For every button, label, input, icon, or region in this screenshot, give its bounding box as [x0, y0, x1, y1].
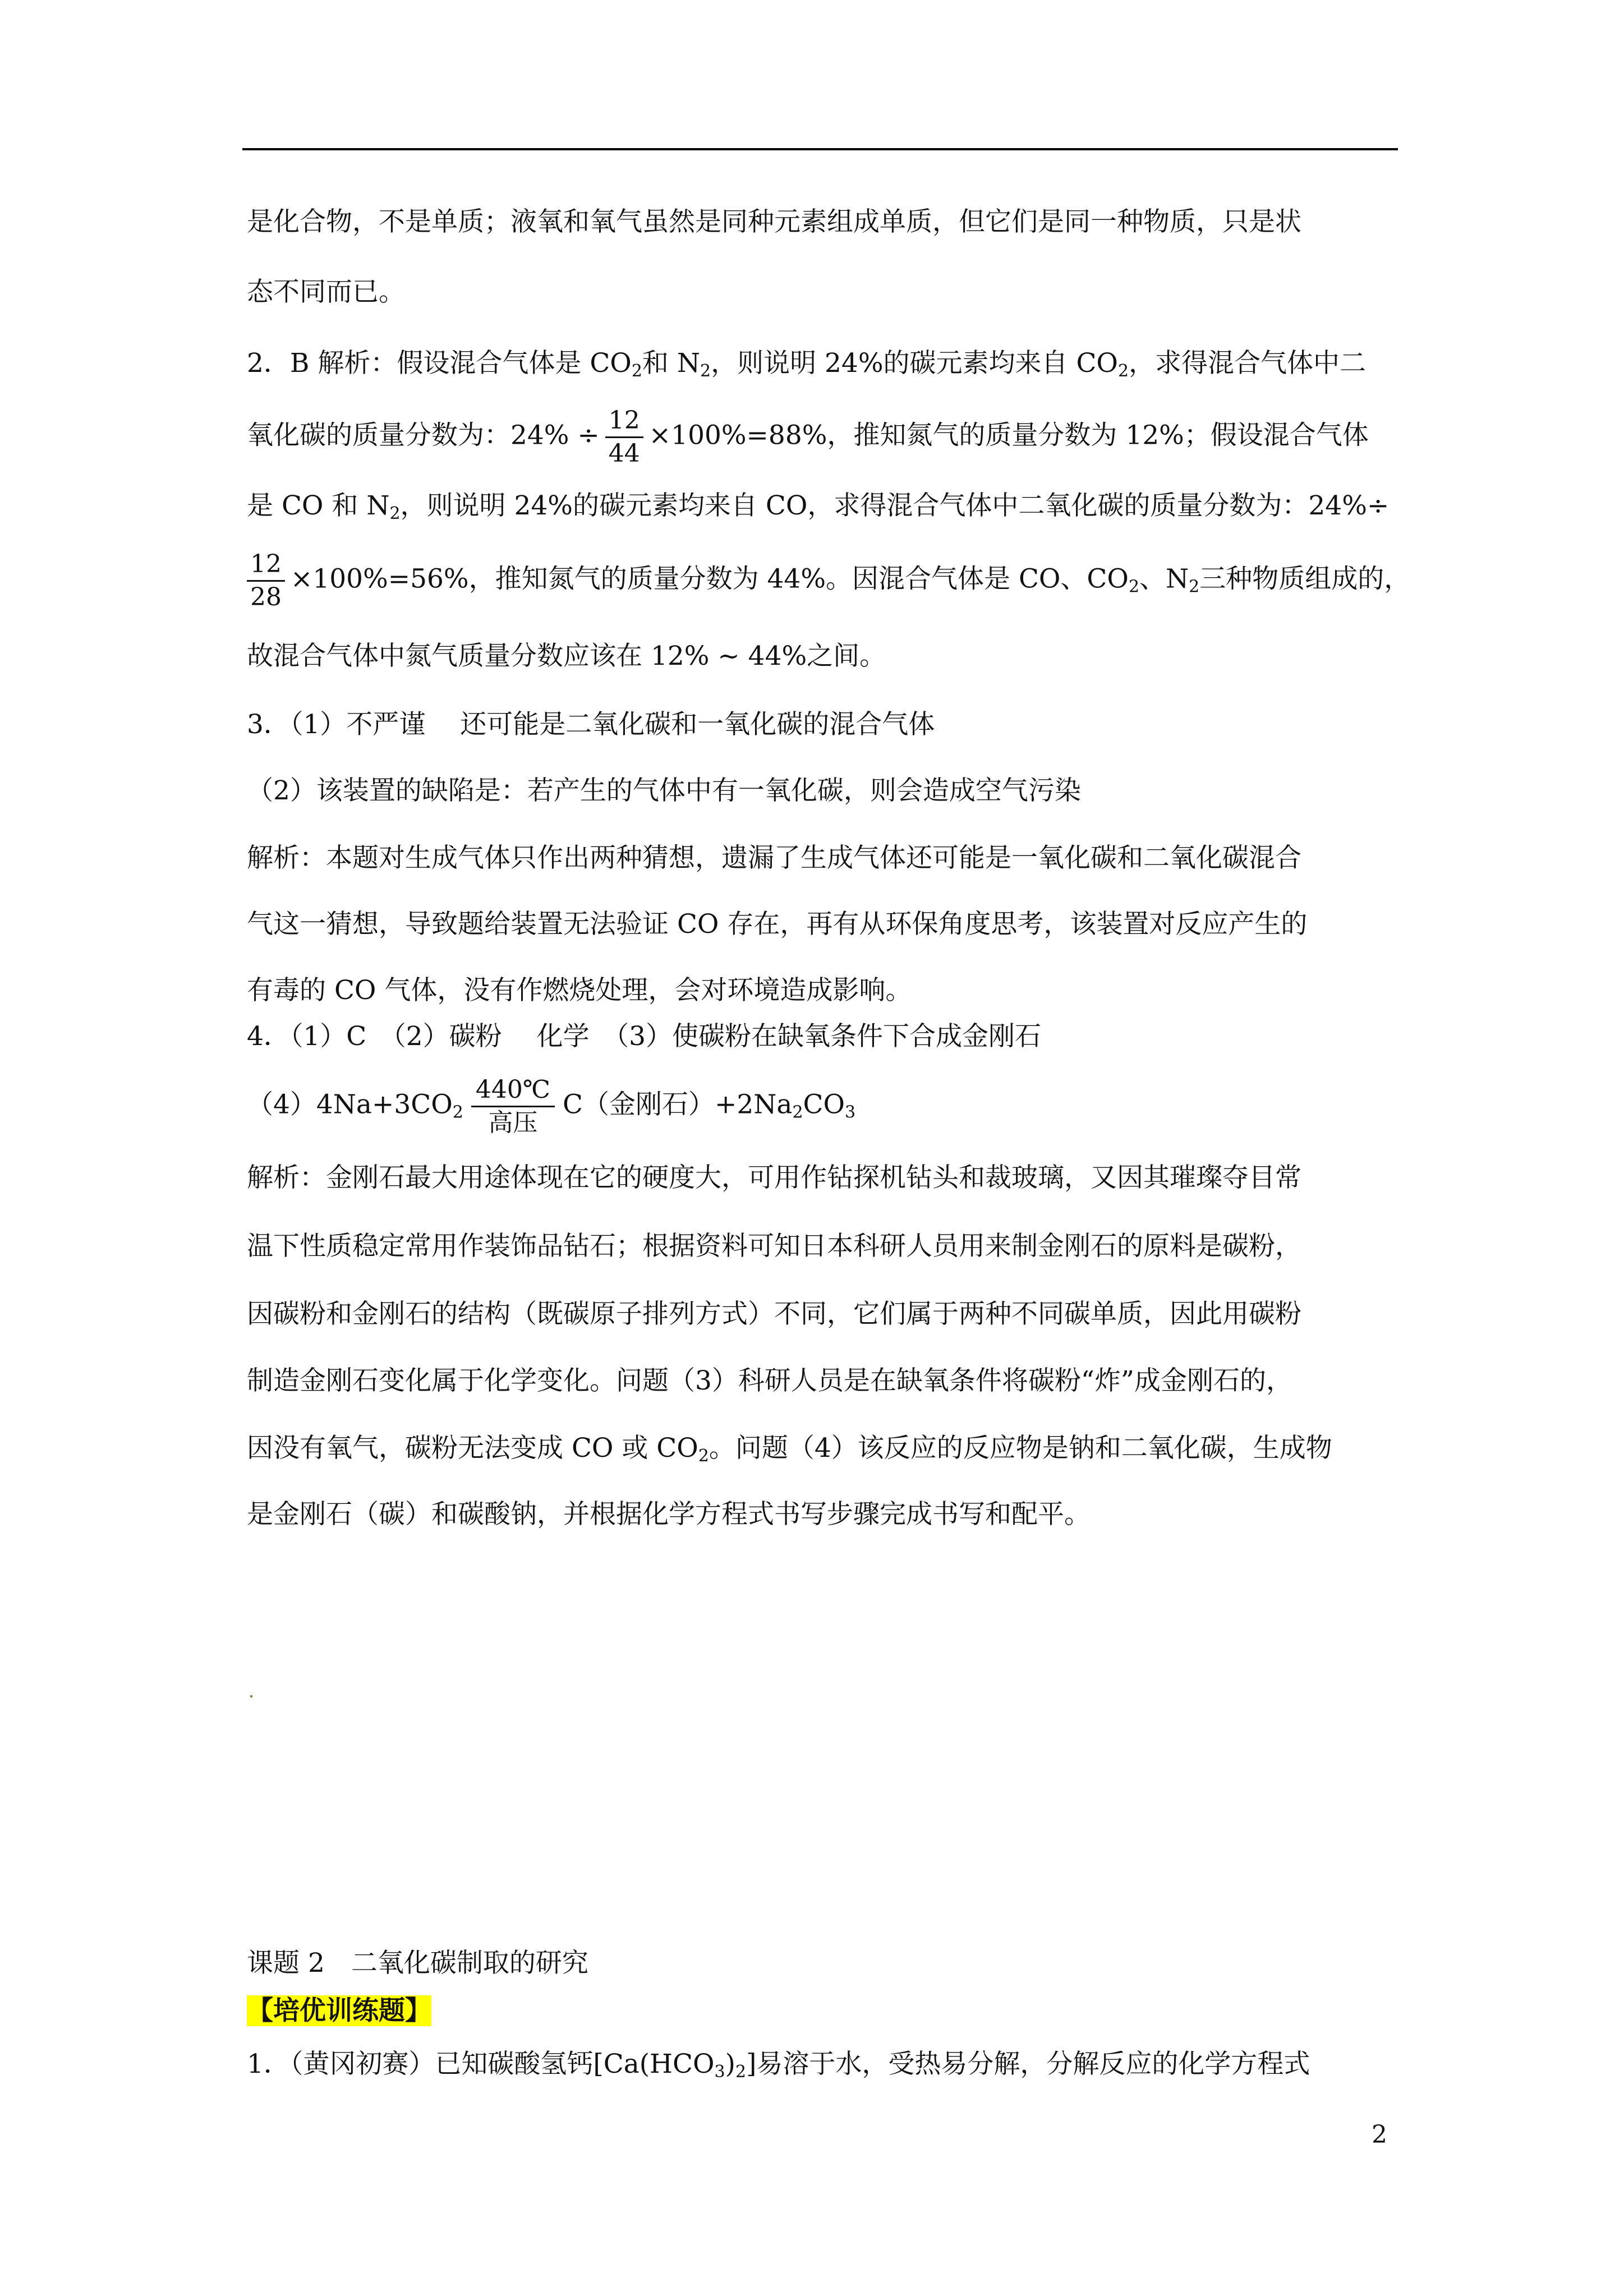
header-rule: [242, 148, 1398, 150]
answer-2-line-3: 是 CO 和 $N_2$，则说明 24%的碳元素均来自 CO，求得混合气体中二氧化碳的质量分数为：24%÷: [247, 490, 1390, 523]
reaction-condition: 440℃ 高压: [471, 1074, 555, 1139]
section-heading-row: [247, 1994, 431, 2028]
answer-3-line-5: 有毒的 CO 气体，没有作燃烧处理，会对环境造成影响。: [247, 975, 912, 1006]
answer-4-line-8: 是金刚石（碳）和碳酸钠，并根据化学方程式书写步骤完成书写和配平。: [247, 1499, 1091, 1530]
answer-4-line-5: 因碳粉和金刚石的结构（既碳原子排列方式）不同，它们属于两种不同碳单质，因此用碳粉: [247, 1299, 1301, 1329]
fraction-12-28: $\frac{12}{28}$: [247, 549, 285, 613]
line-1: 是化合物，不是单质；液氧和氧气虽然是同种元素组成单质，但它们是同一种物质，只是状: [247, 206, 1301, 237]
answer-4-line-6: 制造金刚石变化属于化学变化。问题（3）科研人员是在缺氧条件将碳粉“炸”成金刚石的，: [247, 1365, 1292, 1396]
answer-2-line-5: 故混合气体中氮气质量分数应该在 12% ~ 44%之间。: [247, 641, 886, 671]
answer-2-line-2: 氧化碳的质量分数为：24% ÷ $\frac{12}{44}$ ×100%=88%，推知氮气的质量分数为 12%；假设混合气体: [247, 405, 1369, 470]
stray-mark: [250, 1695, 252, 1697]
answer-3-line-3: 解析：本题对生成气体只作出两种猜想，遗漏了生成气体还可能是一氧化碳和二氧化碳混合: [247, 843, 1301, 873]
line-2: 态不同而已。: [247, 277, 405, 307]
fraction-12-44: $\frac{12}{44}$: [605, 405, 643, 470]
problem-1-line-1: 1．（黄冈初赛）已知碳酸氢钙$[Ca(HCO_3)_2]$易溶于水，受热易分解，分解反应的化学方程式: [247, 2049, 1310, 2082]
answer-4-line-3: 解析：金刚石最大用途体现在它的硬度大，可用作钻探机钻头和裁玻璃，又因其璀璨夺目常: [247, 1162, 1301, 1193]
answer-4-equation: $(4)4Na+3CO_2$ 440℃ 高压 C（金刚石）$+2Na_2CO_3$: [247, 1074, 855, 1139]
answer-3-line-4: 气这一猜想，导致题给装置无法验证 CO 存在，再有从环保角度思考，该装置对反应产生的: [247, 909, 1308, 940]
section-heading: 【培优训练题】: [247, 1995, 431, 2026]
answer-4-line-1: 4．（1）C （2）碳粉 化学 （3）使碳粉在缺氧条件下合成金刚石: [247, 1021, 1042, 1052]
answer-2-line-4: $\frac{12}{28}$ ×100%=56%，推知氮气的质量分数为 44%。因混合气体是 CO、$CO_2$、$N_2$三种物质组成的，: [247, 549, 1410, 613]
answer-4-line-4: 温下性质稳定常用作装饰品钻石；根据资料可知日本科研人员用来制金刚石的原料是碳粉，: [247, 1231, 1301, 1262]
answer-3-line-1: 3．（1）不严谨 还可能是二氧化碳和一氧化碳的混合气体: [247, 709, 935, 740]
page-number: 2: [1372, 2120, 1387, 2149]
answer-4-line-7: 因没有氧气，碳粉无法变成 CO 或 $CO_2$。问题（4）该反应的反应物是钠和二氧化碳，生成物: [247, 1433, 1332, 1466]
answer-2-line-1: 2．B 解析：假设混合气体是 $CO_2$和 $N_2$，则说明 24%的碳元素均来自 $CO_2$，求得混合气体中二: [247, 348, 1367, 381]
topic-heading: 课题 2 二氧化碳制取的研究: [247, 1948, 588, 1978]
answer-3-line-2: （2）该装置的缺陷是：若产生的气体中有一氧化碳，则会造成空气污染: [247, 775, 1081, 806]
